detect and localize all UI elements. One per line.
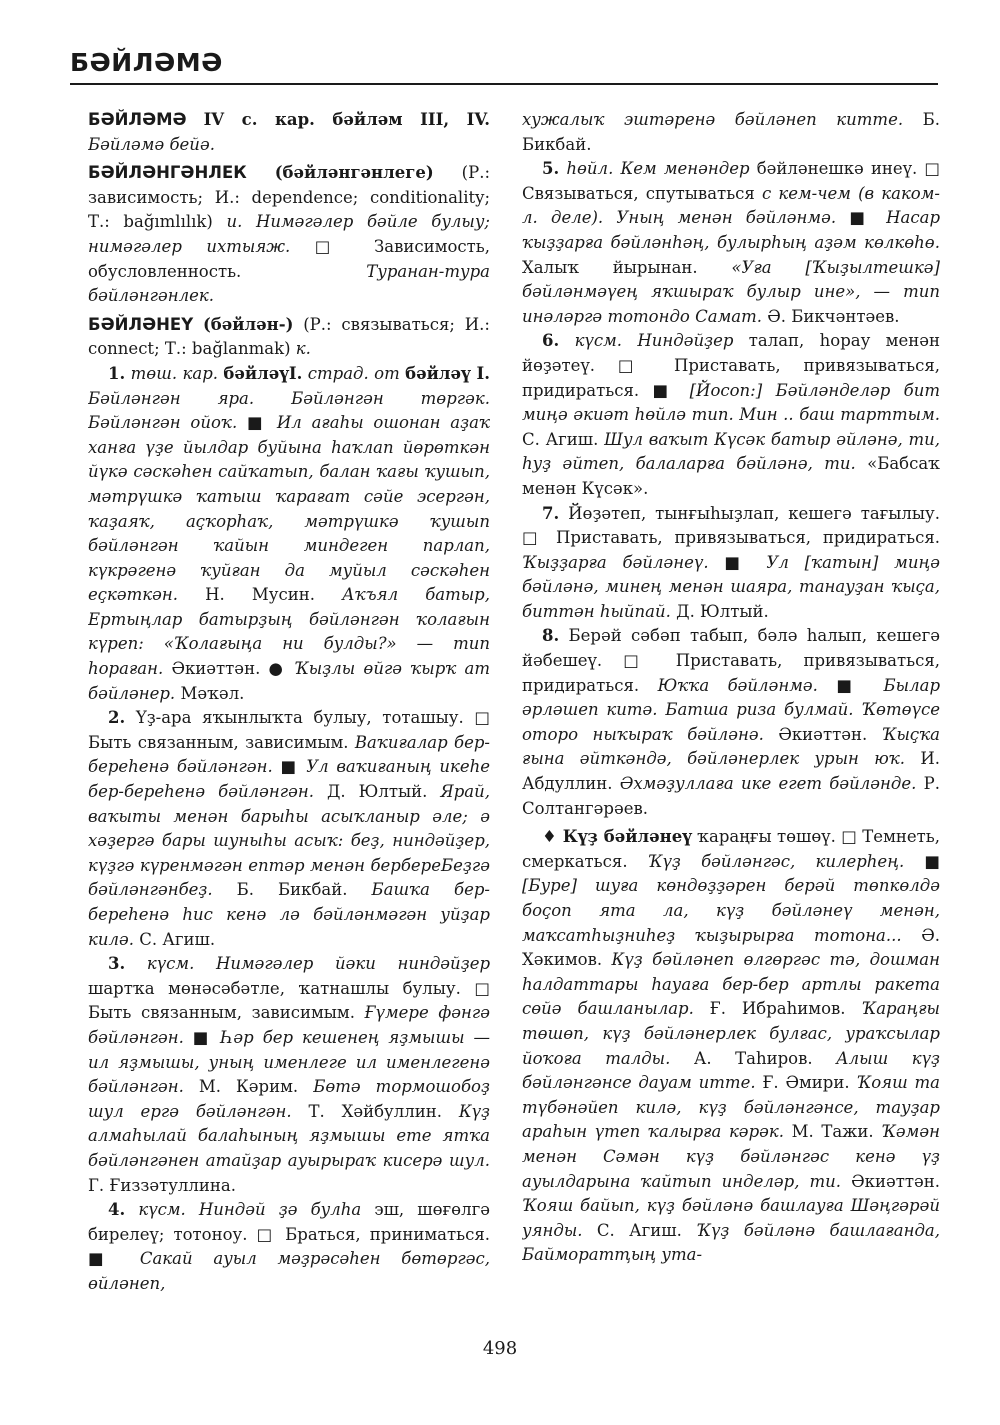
sense-3 <box>88 952 490 1198</box>
context: Ниндәй ҙә булһа <box>198 1200 362 1220</box>
sense-1 <box>88 362 490 706</box>
quotation: Бөтә тормошобоҙ шул ергә бәйләнгән. <box>88 1077 490 1121</box>
quotation: ■ [Йосоп:] Бәйләнделәр бит миңә әкиәт һөйлә тип. Мин .. баш тарттым. <box>522 380 940 425</box>
quotation: ■ Һәр бер кешенең яҙмышы — ил яҙмышы, уның именлеге ил именлегенә бәйләнгән. <box>88 1027 490 1097</box>
word-form: (бәйлән-) <box>202 314 294 334</box>
russian-translation: □ Быть связанным, зависимым. <box>88 978 490 1023</box>
right-column <box>522 108 940 1318</box>
definition: Йөҙәтеп, тынғыһыҙлап, кешегә тағылыу. <box>568 503 940 523</box>
quotation-source: М. Кәрим. <box>198 1077 299 1097</box>
definition: шартҡа мөнәсәбәтле, ҡатнашлы булыу. <box>88 978 461 998</box>
sense-number: 8. <box>542 626 560 646</box>
quotation: Ҡәмән менән Сәмән күҙ бәйләнгәс кенә үҙ ауылдарына ҡайтып инделәр, ти. <box>522 1122 940 1191</box>
russian-translation: □ Приставать, привязываться, придираться. <box>522 528 940 548</box>
russian-context: с кем-чем (в каком-л. деле). <box>522 183 940 228</box>
example: Ғүмере фәнгә бәйләнгән. <box>88 1003 490 1047</box>
quotation-source: Ә. Бикчәнтәев. <box>767 306 900 326</box>
russian-translation: □ Быть связанным, зависимым. <box>88 708 490 752</box>
quotation: Ҡыҫҡа ғына әйткәндә, бәйләнерлек урын юҡ. <box>522 724 940 769</box>
headword: БӘЙЛӘМӘ <box>88 110 187 129</box>
sense-7 <box>522 502 940 625</box>
quotation-source: Әкиәттән. <box>778 724 868 744</box>
part-of-speech: к. <box>295 339 311 359</box>
quotation-source: Б. Бикбай. <box>236 880 348 900</box>
sense-number: 4. <box>108 1200 126 1220</box>
quotation: хужалыҡ эштәренә бәйләнеп китте. <box>522 110 904 129</box>
quotation: ■ Ил ағаһы ошонан аҙаҡ ханға үҙе йылдар буйына һаҡлап йөрөткән йүкә сәскәһен сайҡатып, балан ҡағы ҡушып, мәтрүшкә ҡатыш ҡарағат сәйе эсергән, ҡаҙаяҡ, аҫҡорһаҡ, мәтрүшкә ҡушып бәйләнгән ҡайын миндеген парлап, күкрәгенә ҡуйған да муйыл сәскәһен еҫкәткән. <box>88 413 490 605</box>
quotation: ■ Насар ҡыҙҙарға бәйләнһәң, булырһың аҙәм көлкөһө. <box>522 208 940 252</box>
quotation-source: Ғ. Ибраһимов. <box>709 999 846 1019</box>
quotation: ■ Былар әрләшеп китә. Батша риза булмай. Ҡөтөүсе оторо ныҡыраҡ бәйләнә. <box>522 675 940 744</box>
context: Кем менәндер <box>620 159 750 179</box>
quotation: Ярай, ваҡыты менән барыһы асыҡланыр әле; ә хәҙергә бары шуныһы асыҡ: беҙ, ниндәйҙер, күҙгә күренмәгән ептәр менән бербереБеҙгә бәйләнгәнбеҙ. <box>88 782 490 900</box>
example: Бәйләнгән яра. Бәйләнгән төргәк. Бәйләнгән ойоҡ. <box>88 388 490 433</box>
quotation-source: Әкиәттән. <box>851 1171 940 1191</box>
quotation-source: М. Тажи. <box>791 1122 874 1142</box>
sense-number: 3. <box>108 954 126 974</box>
sense-number: 5. <box>542 159 560 179</box>
sense-number: 6. <box>542 331 560 351</box>
definition: ҡараңғы төшөү. <box>697 827 836 847</box>
russian-translation: □ Связываться, спутываться <box>522 159 940 203</box>
example: Ҡыҙҙарға бәйләнеү. <box>522 552 709 572</box>
example: Уның менән бәйләнмә. <box>616 208 837 228</box>
headword: БӘЙЛӘНЕҮ <box>88 314 194 334</box>
quotation-source: Т. Хәйбуллин. <box>308 1101 442 1121</box>
example: Туранан-тура бәйләнгәнлек. <box>88 261 490 306</box>
quotation-source: Мәҡәл. <box>180 683 245 703</box>
sense-5 <box>522 157 940 329</box>
quotation: Башҡа бер-береһенә һис кенә лә бәйләнмәгән уйҙар килә. <box>88 880 490 949</box>
quotation-source: А. Таһиров. <box>693 1048 813 1068</box>
sense-8 <box>522 624 940 821</box>
quotation-source: Б. Бикбай. <box>522 110 940 154</box>
grammar: IV с. кар. бәйләм III, IV. <box>203 110 490 129</box>
russian-translation: □ Приставать, привязываться, придираться. <box>522 355 940 400</box>
example: Бәйләмә бейә. <box>88 134 215 154</box>
cross-reference: бәйләүI. <box>223 363 303 383</box>
sense-2 <box>88 706 490 952</box>
quotation: Аҡъял батыр, Ертыңлар батырҙың бәйләнгән ҡолағын күреп: «Ҡолағыңа ни булды?» — тип һораған. <box>88 585 490 679</box>
headword: БӘЙЛӘНГӘНЛЕК <box>88 163 247 183</box>
quotation-source: Г. Ғиззәтуллина. <box>88 1175 236 1195</box>
definition: эш, шөғөлгә бирелеү; тотоноу. <box>88 1200 490 1244</box>
equivalents: (Р.: зависимость; И.: dependence; conditionality; Т.: bağımlılık) <box>88 163 490 232</box>
quotation-source: И. Абдуллин. <box>522 749 940 794</box>
russian-translation: □ Приставать, привязываться, придираться. <box>522 651 940 695</box>
definition: талап, һорау менән йөҙәтеү. <box>522 331 940 375</box>
quotation-source: Ә. Хәкимов. <box>522 925 940 970</box>
quotation-source: «Бабсаҡ менән Күсәк». <box>522 454 940 498</box>
quotation-source: С. Агиш. <box>522 429 599 449</box>
quotation-source: Н. Мусин. <box>205 585 315 605</box>
quotation-source: Д. Юлтый. <box>327 782 428 802</box>
quotation: Ҡояш байып, күҙ бәйләнә башлауға Шәңгәрәй уянды. <box>522 1196 940 1240</box>
quotation: «Уға [Ҡыҙылтешкә] бәйләнмәүең яҡшыраҡ булыр ине», — тип инәләргә тотондо Самат. <box>522 257 940 326</box>
entry-bailaneu <box>88 313 490 362</box>
word-form: (бәйләнгәнлеге) <box>274 163 434 183</box>
sense-number: 7. <box>542 503 560 523</box>
russian-translation: □ Темнеть, смеркаться. <box>522 827 940 871</box>
quotation: Шул ваҡыт Күсәк батыр әйләнә, ти, һуҙ әйтеп, балаларға бәйләнә, ти. <box>522 429 940 474</box>
quotation-source: Ғ. Әмири. <box>762 1073 850 1093</box>
quotation: Ҡараңғы төшөп, күҙ бәйләнерлек булғас, ураҡсылар йоҡоға талды. <box>522 999 940 1068</box>
quotation: ■ Ул ваҡиғаның икеһе бер-береһенә бәйләнгән. <box>88 757 490 802</box>
definition: Берәй сәбәп табып, бәлә һалып, кешегә йәбешеү. <box>522 626 940 671</box>
quotation: Ҡүҙ бәйләнә башлағанда, Байморатҭың ута- <box>522 1220 940 1265</box>
quotation-source: Әкиәттән. <box>171 659 261 679</box>
quotation: Ҡояш та түбәнәйеп килә, күҙ бәйләнгәнсе, тауҙар араһын үтеп ҡалырға кәрәк. <box>522 1073 940 1142</box>
entry-bailama <box>88 108 490 157</box>
example: Ҡүҙ бәйләнгәс, килерһең. <box>647 851 905 871</box>
quotation-source: С. Агиш. <box>596 1220 682 1240</box>
quotation-source: Д. Юлтый. <box>676 601 769 621</box>
russian-translation: □ Браться, приниматься. <box>256 1224 490 1244</box>
quotation: ■ Сакай ауыл мәҙрәсәһен бөтөргәс, өйләнеп, <box>88 1249 490 1293</box>
russian-translation: □ Зависимость, обусловленность. <box>88 236 490 281</box>
quotation: ■ [Буре] шуға көндөҙҙәрен берәй төпкөлдә боҫоп ята ла, күҙ бәйләнеү менән, маҡсатһыҙниһеҙ ҡыҙырырға тотона... <box>522 851 940 945</box>
sense-6 <box>522 329 940 501</box>
header-rule <box>70 83 938 85</box>
cross-reference: бәйләү I. <box>405 363 490 383</box>
quotation: Күҙ алмаһылай балаһының яҙмышы ете ятҡа бәйләнгәнен атайҙар ауырыраҡ кисерә шул. <box>88 1101 490 1170</box>
quotation: Әхмәҙуллаға ике егет бәйләнде. <box>619 774 917 794</box>
sense-4-continued <box>522 108 940 157</box>
equivalents: (Р.: связываться; И.: connect; Т.: bağlanmak) <box>88 314 490 359</box>
definition: Үҙ-ара яҡынлыҡта булыу, тоташыу. <box>135 708 464 728</box>
usage-label: күсм. <box>138 1200 186 1220</box>
usage-label: төш. кар. <box>130 363 218 383</box>
usage-label: күсм. <box>574 331 623 351</box>
context: Ниндәйҙер <box>637 331 734 351</box>
definition: бәйләнешкә инеү. <box>756 159 918 179</box>
quotation-source: Р. Солтангәрәев. <box>522 774 940 818</box>
example: Ваҡиғалар бер-береһенә бәйләнгән. <box>88 732 490 777</box>
example: Юҡҡа бәйләнмә. <box>657 675 818 695</box>
sense-4 <box>88 1198 490 1296</box>
part-of-speech: и. <box>226 212 243 232</box>
quotation-source: С. Агиш. <box>139 929 216 949</box>
context: Нимәгәлер йәки ниндәйҙер <box>215 954 490 974</box>
usage-label: күсм. <box>146 954 195 974</box>
definition: Нимәгәлер бәйле булыу; нимәгәлер ихтыяж. <box>88 212 490 256</box>
left-column <box>88 108 490 1318</box>
usage-label: һөйл. <box>566 159 614 179</box>
page-number: 498 <box>482 1338 518 1359</box>
phrase-kuz-bailaneu <box>522 825 940 1268</box>
quotation: ■ Ул [ҡатын] миңә бәйләнә, минең менән шаяра, танауҙан ҡыҫа, биттән һыйпай. <box>522 552 940 621</box>
proverb: ● Ҡыҙлы өйгә ҡырҡ ат бәйләнер. <box>88 659 490 703</box>
phrase-headword: ♦ Күҙ бәйләнеү <box>542 827 692 847</box>
sense-number: 1. <box>108 363 126 383</box>
entry-bailangenlek <box>88 161 490 309</box>
sense-number: 2. <box>108 708 126 728</box>
quotation: Күҙ бәйләнеп өлгөргәс тә, дошман һалдаттары һауаға бер-бер артлы ракета сөйә башланылар. <box>522 950 940 1019</box>
quotation: Алыш күҙ бәйләнгәнсе дауам итте. <box>522 1048 940 1093</box>
running-head: БӘЙЛӘМӘ <box>70 48 223 77</box>
usage-label: страд. от <box>307 363 400 383</box>
quotation-source: Халыҡ йырынан. <box>522 257 698 277</box>
